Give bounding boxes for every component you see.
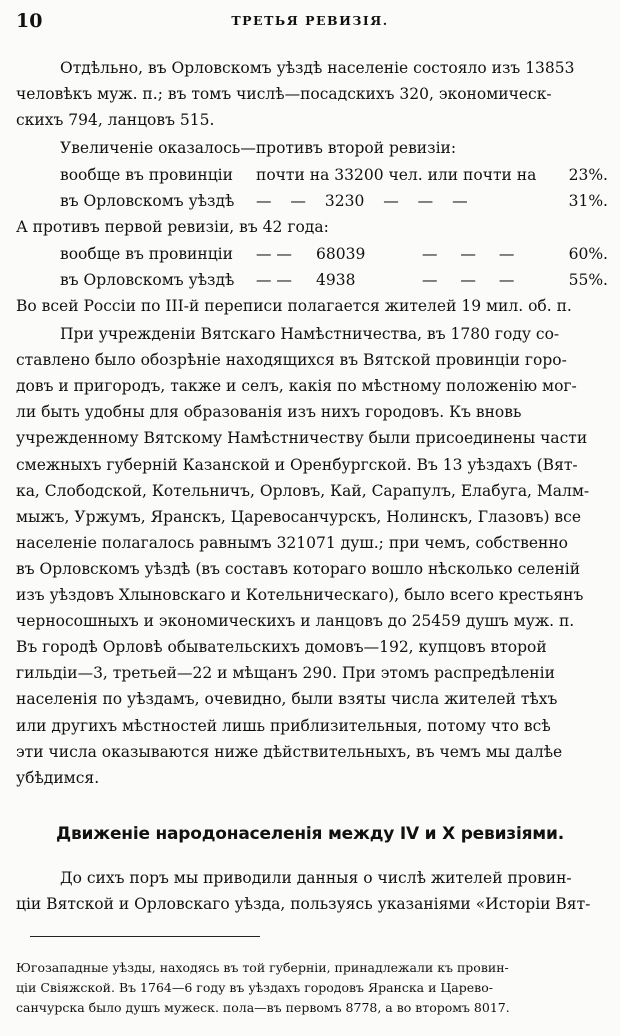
text-line: Отдѣльно, въ Орловскомъ уѣздѣ населеніе состояло изъ 13853 [60, 59, 575, 77]
increase-row [60, 189, 608, 213]
footnote-line: ціи Свіяжской. Въ 1764—6 году въ уѣздахъ городовъ Яранска и Царево- [16, 980, 493, 995]
row-tail: — — — [422, 271, 515, 289]
increase-row [60, 163, 608, 187]
text-line: населеніе полагалось равнымъ 321071 душ.; при чемъ, собственно [16, 533, 569, 552]
increase-intro: Увеличеніе оказалось—противъ второй ревизіи: [60, 139, 457, 157]
text-line: Въ городѣ Орловѣ обывательскихъ домовъ—192, купцовъ второй [16, 638, 547, 657]
row-label: вообще въ провинціи [60, 245, 233, 263]
row-value: 55%. [568, 271, 608, 289]
text-line: скихъ 794, ланцовъ 515. [16, 111, 215, 129]
text-line: учрежденному Вятскому Намѣстничеству были присоединены части [16, 429, 588, 448]
row-label: вообще въ провинціи [60, 166, 233, 184]
text-line: въ Орловскомъ уѣздѣ (въ составъ котораго вошло нѣсколько селеній [16, 559, 581, 578]
text-line: ка, Слободской, Котельничъ, Орловъ, Кай, Сарапулъ, Елабуга, Малм- [16, 481, 590, 500]
text-line: эти числа оказываются ниже дѣйствительныхъ, въ чемъ мы далѣе [16, 742, 563, 761]
text-line: При учрежденіи Вятскаго Намѣстничества, въ 1780 году со- [60, 325, 560, 343]
increase-row [60, 268, 608, 292]
text-line: довъ и пригородъ, также и селъ, какія по мѣстному положенію мог- [16, 377, 577, 396]
row-dashes: — — [256, 245, 292, 263]
footnote-line: санчурска было душъ мужеск. пола—въ первомъ 8778, а во второмъ 8017. [16, 1000, 510, 1015]
row-tail: — — — [422, 245, 515, 263]
row-value: 31%. [568, 192, 608, 210]
running-title: ТРЕТЬЯ РЕВИЗІЯ. [231, 13, 389, 28]
row-number: 4938 [316, 271, 356, 289]
row-label: въ Орловскомъ уѣздѣ [60, 192, 235, 210]
text-line: гильдіи—3, третьей—22 и мѣщанъ 290. При этомъ распредѣленіи [16, 664, 555, 683]
increase-row [60, 242, 608, 266]
text-line: ли быть удобны для образованія изъ нихъ городовъ. Къ вновь [16, 403, 522, 422]
row-mid: почти на 33200 чел. или почти на [256, 166, 537, 184]
text-line: человѣкъ муж. п.; въ томъ числѣ—посадскихъ 320, экономическ- [16, 85, 552, 103]
text-line: изъ уѣздовъ Хлыновскаго и Котельническаго), было всего крестьянъ [16, 586, 584, 604]
row-value: 23%. [568, 166, 608, 184]
row-dashes: — — [256, 271, 292, 289]
text-line: ставлено было обозрѣніе находящихся въ Вятской провинціи горо- [16, 351, 567, 370]
text-line: мыжъ, Уржумъ, Яранскъ, Царевосанчурскъ, Нолинскъ, Глазовъ) все [16, 507, 581, 526]
text-line: ціи Вятской и Орловскаго уѣзда, пользуясь указаніями «Исторіи Вят- [16, 895, 591, 913]
vs-first-revision: А противъ первой ревизіи, въ 42 года: [16, 218, 329, 236]
text-line: населенія по уѣздамъ, очевидно, были взяты числа жителей тѣхъ [16, 690, 558, 709]
text-line: или другихъ мѣстностей лишь приблизительныя, потому что всѣ [16, 716, 551, 735]
row-number: 68039 [316, 245, 366, 263]
footnote-rule [30, 936, 260, 937]
russia-population-line: Во всей Россіи по III-й переписи полагается жителей 19 мил. об. п. [16, 297, 572, 315]
page-number: 10 [16, 10, 43, 32]
row-mid: — — 3230 — — — [256, 192, 468, 210]
footnote-line: Югозападные уѣзды, находясь въ той губерніи, принадлежали къ провин- [16, 960, 509, 975]
text-line: смежныхъ губерній Казанской и Оренбургской. Въ 13 уѣздахъ (Вят- [16, 455, 578, 474]
section-heading: Движеніе народонаселенія между IV и X ревизіями. [56, 824, 564, 844]
text-line: убѣдимся. [16, 768, 100, 787]
row-value: 60%. [568, 245, 608, 263]
text-line: До сихъ поръ мы приводили данныя о числѣ жителей провин- [60, 869, 572, 887]
row-label: въ Орловскомъ уѣздѣ [60, 271, 235, 289]
text-line: черносошныхъ и экономическихъ и ланцовъ до 25459 душъ муж. п. [16, 612, 575, 631]
